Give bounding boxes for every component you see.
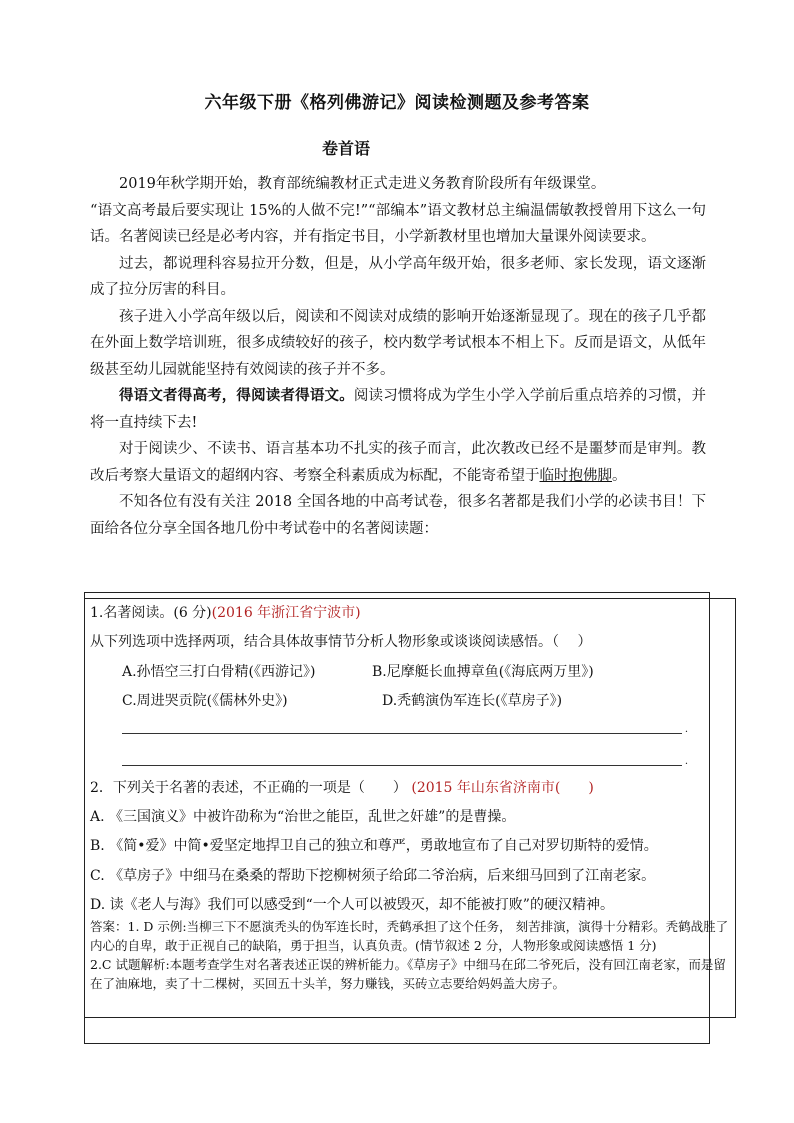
intro-paragraph: 不知各位有没有关注 2018 全国各地的中高考试卷，很多名著都是我们小学的必读书目！下面给各位分享全国各地几份中考试卷中的名著阅读题： [90,494,706,537]
answer-2: 2.C 试题解析:本题考查学生对名著表述正误的辨析能力。《草房子》中细马在邱二爷死后，没有回江南老家，而是留在了油麻地，卖了十二棵树，买回五十头羊，努力赚钱，买砖立志要给妈妈盖大房子。 [90,957,726,991]
bold-slogan: 得语文者得高考，得阅读者得语文。 [119,387,354,404]
q1-source: (2016 年浙江省宁波市) [211,605,361,621]
q1-instruction: 从下列选项中选择两项，结合具体故事情节分析人物形象或谈谈阅读感悟。（ ） [90,634,592,650]
q1-option-a: A.孙悟空三打白骨精(《西游记》) [122,664,316,680]
q1-stem-text: 1.名著阅读。(6 分) [90,605,212,621]
answer-1: 答案：1. D 示例:当柳三下不愿演秃头的伪军连长时，秃鹤承担了这个任务， 刻苦排演，演得十分精彩。秃鹤战胜了内心的自卑，敢于正视自己的缺陷，勇于担当，认真负责。(情节叙述 2 分，人物形象或阅读感悟 1 分) [90,919,729,953]
q1-option-d: D.秃鹤演伪军连长(《草房子》) [382,693,563,709]
q2-option-b: B. 《简•爱》中简•爱坚定地捍卫自己的独立和尊严，勇敢地宣布了自己对罗切斯特的爱情。 [90,838,658,854]
q1-stem [90,603,361,623]
p6-main: 对于阅读少、不读书、语言基本功不扎实的孩子而言，此次教改已经不是噩梦而是审判。教改后考察大量语文的超纲内容、考察全科素质成为标配，不能寄希望于 [90,441,706,484]
q2-option-c: C. 《草房子》中细马在桑桑的帮助下挖柳树须子给邱二爷治病，后来细马回到了江南老家。 [90,868,656,884]
intro-text [90,171,706,542]
intro-paragraph [90,383,706,436]
page-title: 六年级下册《格列佛游记》阅读检测题及参考答案 [204,93,590,113]
intro-paragraph: 过去，都说理科容易拉开分数，但是，从小学高年级开始，很多老师、家长发现，语文逐渐成了拉分厉害的科目。 [90,255,706,298]
intro-paragraph: “语文高考最后要实现让 15%的人做不完!”“部编本”语文教材总主编温儒敏教授曾用下这么一句话。名著阅读已经是必考内容，并有指定书目，小学新教材里也增加大量课外阅读要求。 [90,202,706,245]
answer-line [122,756,688,767]
slogan-rest: 阅读习惯将成为学生小学入学前后重点培养的习惯，并将一直持续下去! [90,388,707,431]
answers-section [90,917,730,993]
section-subtitle: 卷首语 [322,139,371,158]
underlined-phrase: 临时抱佛脚 [539,467,612,484]
q1-option-b: B.尼摩艇长血搏章鱼(《海底两万里》) [372,664,594,680]
q2-option-d: D. 读《老人与海》我们可以感受到“一个人可以被毁灭，却不能被打败”的硬汉精神。 [90,897,614,913]
answer-line [122,724,688,735]
intro-paragraph [90,436,706,489]
q2-option-a: A. 《三国演义》中被许劭称为“治世之能臣，乱世之奸雄”的是曹操。 [90,809,516,825]
q2-stem-text: 2．下列关于名著的表述，不正确的一项是（ ） [90,780,407,796]
intro-paragraph: 2019年秋学期开始，教育部统编教材正式走进义务教育阶段所有年级课堂。 [119,176,606,192]
q2-stem [90,778,594,798]
answer-line-end: . [684,756,688,767]
q2-source: (2015 年山东省济南市( ) [411,780,594,796]
p6-end: 。 [612,467,627,484]
intro-paragraph: 孩子进入小学高年级以后，阅读和不阅读对成绩的影响开始逐渐显现了。现在的孩子几乎都在外面上数学培训班，很多成绩较好的孩子，校内数学考试根本不相上下。反而是语文，从低年级甚至幼儿园就能坚持有效阅读的孩子并不多。 [90,308,706,378]
q1-option-c: C.周进哭贡院(《儒林外史》) [122,693,288,709]
answer-line-end: . [684,724,688,735]
